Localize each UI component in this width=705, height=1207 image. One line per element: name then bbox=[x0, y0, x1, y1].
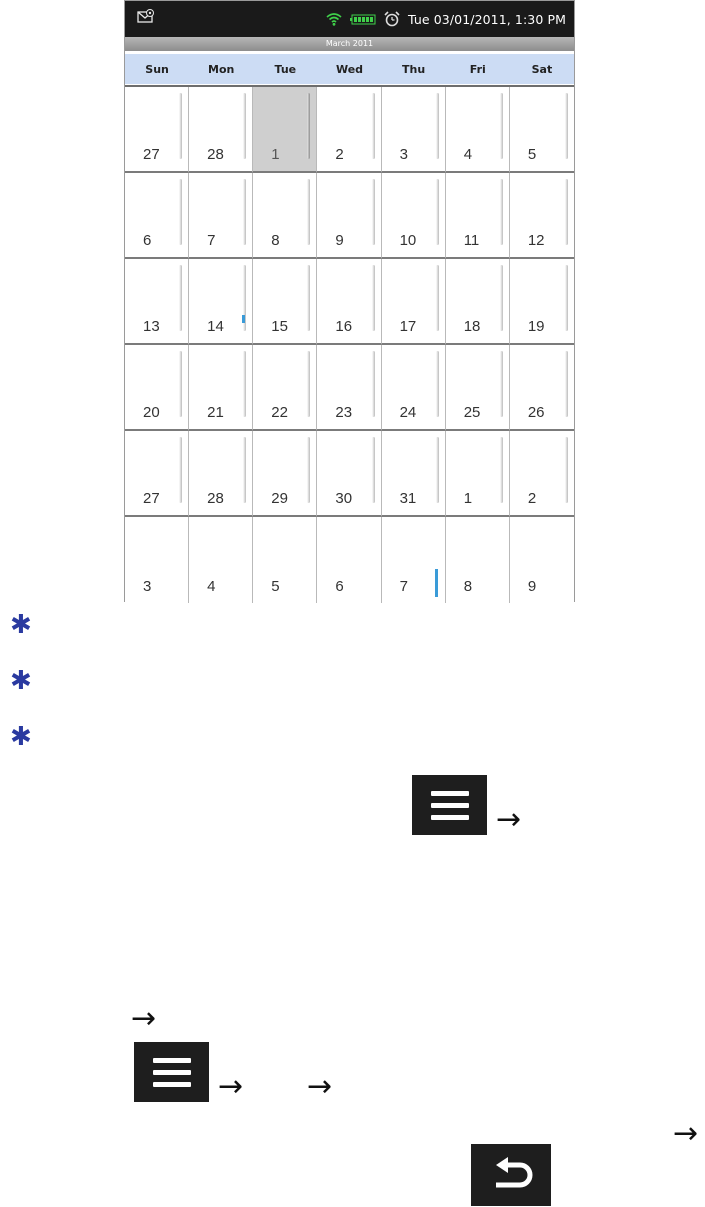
day-number: 12 bbox=[527, 232, 545, 249]
day-cell[interactable] bbox=[382, 259, 446, 345]
day-number: 20 bbox=[143, 404, 160, 421]
day-number: 28 bbox=[207, 490, 224, 507]
day-number: 21 bbox=[207, 404, 224, 421]
day-event-track bbox=[565, 351, 568, 417]
day-event-track bbox=[500, 179, 503, 245]
event-marker bbox=[435, 569, 438, 597]
day-cell[interactable] bbox=[125, 259, 189, 345]
month-title: March 2011 bbox=[125, 37, 574, 51]
day-number: 2 bbox=[527, 490, 537, 507]
calendar-screenshot bbox=[124, 0, 575, 602]
arrow-right-icon: → bbox=[307, 1069, 333, 1104]
day-cell[interactable] bbox=[317, 259, 381, 345]
day-cell[interactable] bbox=[125, 173, 189, 259]
day-event-track bbox=[307, 179, 310, 245]
day-event-track bbox=[372, 93, 375, 159]
day-number: 1 bbox=[271, 146, 280, 163]
day-cell[interactable] bbox=[510, 87, 574, 173]
day-cell[interactable] bbox=[189, 517, 253, 603]
battery-icon bbox=[350, 13, 376, 25]
day-number: 15 bbox=[271, 318, 288, 335]
day-event-track bbox=[307, 265, 310, 331]
day-number: 13 bbox=[143, 318, 160, 335]
day-event-track bbox=[436, 265, 439, 331]
day-number: 4 bbox=[463, 146, 473, 163]
day-event-track bbox=[565, 265, 568, 331]
menu-bar bbox=[431, 803, 469, 808]
day-number: 10 bbox=[399, 232, 417, 249]
day-event-track bbox=[179, 265, 182, 331]
day-event-track bbox=[436, 93, 439, 159]
day-event-track bbox=[179, 351, 182, 417]
day-cell[interactable] bbox=[253, 87, 317, 173]
arrow-right-icon: → bbox=[218, 1069, 244, 1104]
day-event-track bbox=[243, 437, 246, 503]
day-event-track bbox=[436, 351, 439, 417]
day-cell[interactable] bbox=[317, 87, 381, 173]
day-cell[interactable] bbox=[382, 431, 446, 517]
weekday-label: Mon bbox=[208, 63, 235, 76]
day-cell[interactable] bbox=[382, 87, 446, 173]
day-cell[interactable] bbox=[317, 173, 381, 259]
day-cell[interactable] bbox=[253, 345, 317, 431]
day-event-track bbox=[307, 351, 310, 417]
weekday-label: Thu bbox=[402, 63, 426, 76]
day-cell[interactable] bbox=[446, 173, 510, 259]
weekday-label: Sun bbox=[145, 63, 169, 76]
day-number: 8 bbox=[271, 232, 280, 249]
day-cell[interactable] bbox=[446, 431, 510, 517]
day-number: 6 bbox=[335, 578, 344, 595]
day-number: 24 bbox=[399, 404, 417, 421]
day-cell[interactable] bbox=[382, 173, 446, 259]
menu-bar bbox=[153, 1058, 191, 1063]
day-cell[interactable] bbox=[510, 259, 574, 345]
day-event-track bbox=[179, 437, 182, 503]
day-number: 30 bbox=[335, 490, 353, 507]
day-cell[interactable] bbox=[510, 345, 574, 431]
mail-at-icon bbox=[137, 9, 155, 23]
arrow-right-icon: → bbox=[673, 1116, 699, 1151]
day-number: 18 bbox=[463, 318, 481, 335]
weekday-label: Tue bbox=[274, 63, 297, 76]
bullet-star-icon: ✱ bbox=[10, 666, 32, 696]
day-cell[interactable] bbox=[510, 517, 574, 603]
day-number: 27 bbox=[143, 490, 160, 507]
menu-icon bbox=[412, 775, 487, 835]
day-cell[interactable] bbox=[446, 259, 510, 345]
month-grid bbox=[125, 85, 574, 603]
day-cell[interactable] bbox=[510, 431, 574, 517]
day-event-track bbox=[565, 437, 568, 503]
day-number: 19 bbox=[527, 318, 545, 335]
day-event-track bbox=[500, 93, 503, 159]
day-event-track bbox=[243, 351, 246, 417]
day-cell[interactable] bbox=[189, 345, 253, 431]
day-number: 5 bbox=[527, 146, 537, 163]
day-event-track bbox=[372, 351, 375, 417]
day-number: 4 bbox=[207, 578, 216, 595]
day-number: 27 bbox=[143, 146, 160, 163]
status-time: Tue 03/01/2011, 1:30 PM bbox=[408, 11, 566, 27]
day-cell[interactable] bbox=[317, 345, 381, 431]
day-event-track bbox=[436, 437, 439, 503]
day-cell[interactable] bbox=[253, 259, 317, 345]
day-number: 28 bbox=[207, 146, 224, 163]
day-number: 31 bbox=[399, 490, 417, 507]
day-number: 11 bbox=[463, 232, 480, 249]
day-number: 1 bbox=[463, 490, 473, 507]
day-cell[interactable] bbox=[382, 517, 446, 603]
day-number: 8 bbox=[463, 578, 473, 595]
day-cell[interactable] bbox=[125, 431, 189, 517]
event-marker bbox=[242, 315, 245, 323]
menu-icon bbox=[134, 1042, 209, 1102]
day-cell[interactable] bbox=[446, 345, 510, 431]
day-number: 3 bbox=[399, 146, 408, 163]
day-cell[interactable] bbox=[189, 173, 253, 259]
back-arrow-icon bbox=[486, 1157, 536, 1193]
day-number: 2 bbox=[335, 146, 344, 163]
day-number: 29 bbox=[271, 490, 288, 507]
day-cell[interactable] bbox=[253, 431, 317, 517]
day-cell[interactable] bbox=[125, 87, 189, 173]
day-event-track bbox=[372, 265, 375, 331]
day-number: 6 bbox=[143, 232, 152, 249]
day-event-track bbox=[307, 437, 310, 503]
day-number: 14 bbox=[207, 318, 224, 335]
day-cell[interactable] bbox=[510, 173, 574, 259]
day-number: 26 bbox=[527, 404, 545, 421]
menu-bar bbox=[431, 815, 469, 820]
day-number: 16 bbox=[335, 318, 353, 335]
day-event-track bbox=[179, 93, 182, 159]
menu-bar bbox=[431, 791, 469, 796]
day-number: 9 bbox=[527, 578, 537, 595]
menu-bar bbox=[153, 1082, 191, 1087]
day-number: 7 bbox=[399, 578, 408, 595]
day-number: 22 bbox=[271, 404, 288, 421]
day-event-track bbox=[565, 179, 568, 245]
day-cell[interactable] bbox=[382, 345, 446, 431]
wifi-icon bbox=[326, 12, 342, 26]
day-event-track bbox=[500, 265, 503, 331]
day-event-track bbox=[500, 351, 503, 417]
day-cell[interactable] bbox=[446, 87, 510, 173]
alarm-clock-icon bbox=[384, 11, 400, 27]
day-event-track bbox=[436, 179, 439, 245]
day-number: 9 bbox=[335, 232, 344, 249]
day-event-track bbox=[307, 93, 310, 159]
day-event-track bbox=[500, 437, 503, 503]
back-icon bbox=[471, 1144, 551, 1206]
day-cell[interactable] bbox=[125, 517, 189, 603]
status-bar bbox=[125, 1, 574, 37]
day-cell[interactable] bbox=[253, 517, 317, 603]
day-number: 7 bbox=[207, 232, 216, 249]
day-cell[interactable] bbox=[317, 431, 381, 517]
weekday-label: Fri bbox=[469, 63, 486, 76]
day-event-track bbox=[243, 93, 246, 159]
day-number: 25 bbox=[463, 404, 481, 421]
day-number: 5 bbox=[271, 578, 280, 595]
weekday-label: Sat bbox=[531, 63, 553, 76]
day-event-track bbox=[372, 179, 375, 245]
day-cell[interactable] bbox=[253, 173, 317, 259]
menu-bar bbox=[153, 1070, 191, 1075]
arrow-right-icon: → bbox=[496, 802, 522, 837]
day-cell[interactable] bbox=[189, 431, 253, 517]
weekday-label: Wed bbox=[335, 63, 364, 76]
day-cell[interactable] bbox=[446, 517, 510, 603]
day-event-track bbox=[372, 437, 375, 503]
day-cell[interactable] bbox=[189, 87, 253, 173]
status-right bbox=[326, 1, 566, 37]
bullet-star-icon: ✱ bbox=[10, 610, 32, 640]
weekday-header bbox=[125, 54, 574, 84]
arrow-right-icon: → bbox=[131, 1001, 157, 1036]
day-event-track bbox=[243, 179, 246, 245]
day-cell[interactable] bbox=[125, 345, 189, 431]
day-event-track bbox=[179, 179, 182, 245]
day-cell[interactable] bbox=[189, 259, 253, 345]
day-number: 23 bbox=[335, 404, 353, 421]
day-number: 17 bbox=[399, 318, 417, 335]
day-cell[interactable] bbox=[317, 517, 381, 603]
bullet-star-icon: ✱ bbox=[10, 722, 32, 752]
day-number: 3 bbox=[143, 578, 152, 595]
day-event-track bbox=[565, 93, 568, 159]
